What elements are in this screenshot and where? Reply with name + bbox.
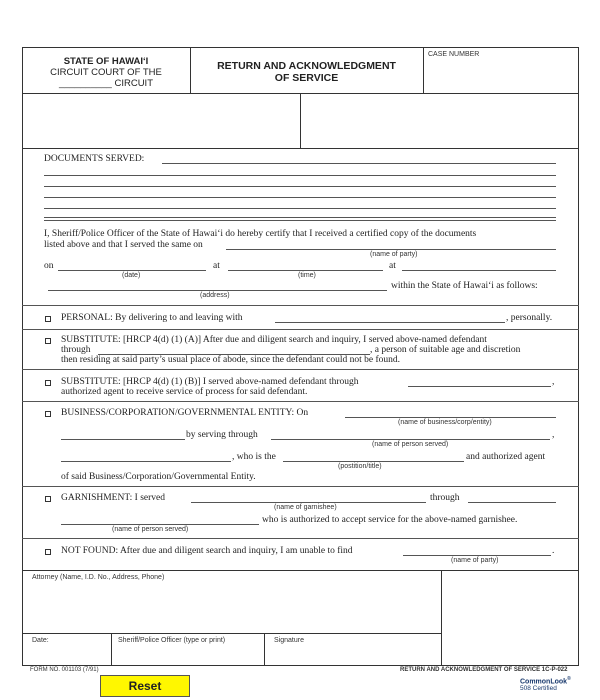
not-found-caption: (name of party): [451, 557, 499, 564]
address-caption: (address): [200, 292, 230, 299]
certify-line-1: I, Sheriff/Police Officer of the State of Hawai‘i do hereby certify that I received a certified copy of the documents: [44, 229, 477, 239]
business-who-is: , who is the: [232, 452, 276, 462]
divider-substitute-b: [22, 401, 579, 402]
name-of-party-field[interactable]: [226, 249, 556, 250]
not-found-text: NOT FOUND: After due and diligent search and inquiry, I am unable to find: [61, 546, 353, 556]
footer-date-field[interactable]: [24, 646, 109, 664]
documents-served-line-6[interactable]: [44, 220, 556, 221]
not-found-suffix: .: [552, 546, 555, 556]
date-label: Date:: [32, 637, 49, 644]
attorney-label: Attorney (Name, I.D. No., Address, Phone): [32, 574, 165, 581]
substitute-a-line-1: SUBSTITUTE: [HRCP 4(d) (1) (A)] After due and diligent search and inquiry, I served above-named defendant: [61, 335, 487, 345]
reset-button[interactable]: Reset: [100, 675, 190, 697]
divider-substitute-a: [22, 369, 579, 370]
substitute-a-through: through: [61, 345, 91, 355]
documents-served-line-1[interactable]: [44, 175, 556, 176]
business-served-field[interactable]: [61, 461, 231, 462]
footer-sign-divider-1: [111, 633, 112, 666]
footer-right-divider: [441, 570, 442, 666]
footer-sign-divider-2: [264, 633, 265, 666]
commonlook-logo: CommonLook®: [520, 676, 571, 686]
business-by-serving: by serving through: [186, 430, 258, 440]
commonlook-certified: 508 Certified: [520, 685, 557, 692]
at-label-1: at: [213, 261, 220, 271]
commonlook-text: CommonLook: [520, 678, 568, 686]
garnishment-person-field[interactable]: [61, 524, 259, 525]
not-found-checkbox[interactable]: [45, 549, 51, 555]
header-divider-2: [423, 47, 424, 93]
on-label: on: [44, 261, 54, 271]
business-name-field[interactable]: [345, 417, 556, 418]
divider-not-found: [22, 570, 579, 571]
court-line-2: __________ CIRCUIT: [59, 78, 153, 89]
garnishment-who-auth: who is authorized to accept service for the above-named garnishee.: [262, 515, 518, 525]
name-of-party-caption: (name of party): [370, 251, 418, 258]
substitute-b-field[interactable]: [408, 386, 551, 387]
personal-suffix: , personally.: [506, 313, 553, 323]
garnishment-person-caption: (name of person served): [112, 526, 189, 533]
form-title-line-2: OF SERVICE: [274, 72, 339, 84]
defendant-field[interactable]: [302, 95, 577, 146]
form-title: [190, 60, 423, 84]
divider-business: [22, 486, 579, 487]
signature-label: Signature: [274, 637, 304, 644]
form-number: FORM NO. 001103 (7/91): [30, 667, 99, 673]
time-caption: (time): [298, 272, 316, 279]
garnishment-through-field[interactable]: [468, 502, 556, 503]
not-found-field[interactable]: [403, 555, 551, 556]
business-position-caption: (postition/title): [338, 463, 382, 470]
date-caption: (date): [122, 272, 141, 279]
court-block: [22, 56, 190, 89]
business-person-field[interactable]: [271, 439, 550, 440]
personal-text: PERSONAL: By delivering to and leaving with: [61, 313, 243, 323]
business-person-caption: (name of person served): [372, 441, 449, 448]
within-state-text: within the State of Hawai‘i as follows:: [391, 281, 538, 291]
substitute-a-line-2-suffix: , a person of suitable age and discretion: [370, 345, 521, 355]
business-line-4: of said Business/Corporation/Governmental Entity.: [61, 472, 256, 482]
divider-garnishment: [22, 538, 579, 539]
case-number-label: CASE NUMBER: [428, 51, 480, 58]
footer-sign-top: [22, 633, 441, 634]
garnishment-checkbox[interactable]: [45, 496, 51, 502]
business-date-field[interactable]: [61, 439, 185, 440]
party-bottom-line: [22, 148, 579, 149]
officer-label: Sheriff/Police Officer (type or print): [118, 637, 226, 644]
court-line-1: CIRCUIT COURT OF THE: [50, 67, 162, 78]
time-field[interactable]: [228, 270, 383, 271]
officer-name-field[interactable]: [113, 646, 262, 664]
at-label-2: at: [389, 261, 396, 271]
documents-served-line-3[interactable]: [44, 197, 556, 198]
documents-served-label: DOCUMENTS SERVED:: [44, 154, 145, 164]
documents-served-line-5[interactable]: [44, 217, 556, 218]
substitute-a-line-3: then residing at said party’s usual place of abode, since the defendant could not be found.: [61, 355, 400, 365]
garnishee-caption: (name of garnishee): [274, 504, 337, 511]
business-line-1: BUSINESS/CORPORATION/GOVERNMENTAL ENTITY: On: [61, 408, 309, 418]
certify-line-2: listed above and that I served the same on: [44, 240, 203, 250]
documents-served-line-2[interactable]: [44, 186, 556, 187]
signature-field[interactable]: [266, 646, 439, 664]
divider-certify: [22, 305, 579, 306]
attorney-field[interactable]: [24, 584, 438, 632]
business-comma: ,: [552, 430, 555, 440]
personal-field[interactable]: [275, 322, 505, 323]
form-footer-title: RETURN AND ACKNOWLEDGMENT OF SERVICE 1C-P-022: [400, 667, 568, 673]
documents-served-line-4[interactable]: [44, 208, 556, 209]
garnishee-field[interactable]: [191, 502, 426, 503]
business-and-authorized: and authorized agent: [466, 452, 546, 462]
garnishment-label: GARNISHMENT: I served: [61, 493, 166, 503]
form-title-line-1: RETURN AND ACKNOWLEDGMENT: [217, 60, 396, 72]
documents-served-line-0[interactable]: [162, 163, 556, 164]
plaintiff-field[interactable]: [24, 95, 298, 146]
party-divider: [300, 93, 301, 148]
divider-personal: [22, 329, 579, 330]
business-name-caption: (name of business/corp/entity): [398, 419, 492, 426]
personal-checkbox[interactable]: [45, 316, 51, 322]
substitute-b-line-1-suffix: ,: [552, 377, 555, 387]
garnishment-through: through: [430, 493, 460, 503]
substitute-b-checkbox[interactable]: [45, 380, 51, 386]
business-checkbox[interactable]: [45, 411, 51, 417]
substitute-b-line-1: SUBSTITUTE: [HRCP 4(d) (1) (B)] I served above-named defendant through: [61, 377, 359, 387]
substitute-b-line-2: authorized agent to receive service of process for said defendant.: [61, 387, 308, 397]
business-position-field[interactable]: [283, 461, 464, 462]
date-field[interactable]: [58, 270, 206, 271]
substitute-a-checkbox[interactable]: [45, 338, 51, 344]
location-field[interactable]: [402, 270, 556, 271]
address-field[interactable]: [48, 290, 387, 291]
state-name: STATE OF HAWAI‘I: [63, 56, 149, 67]
